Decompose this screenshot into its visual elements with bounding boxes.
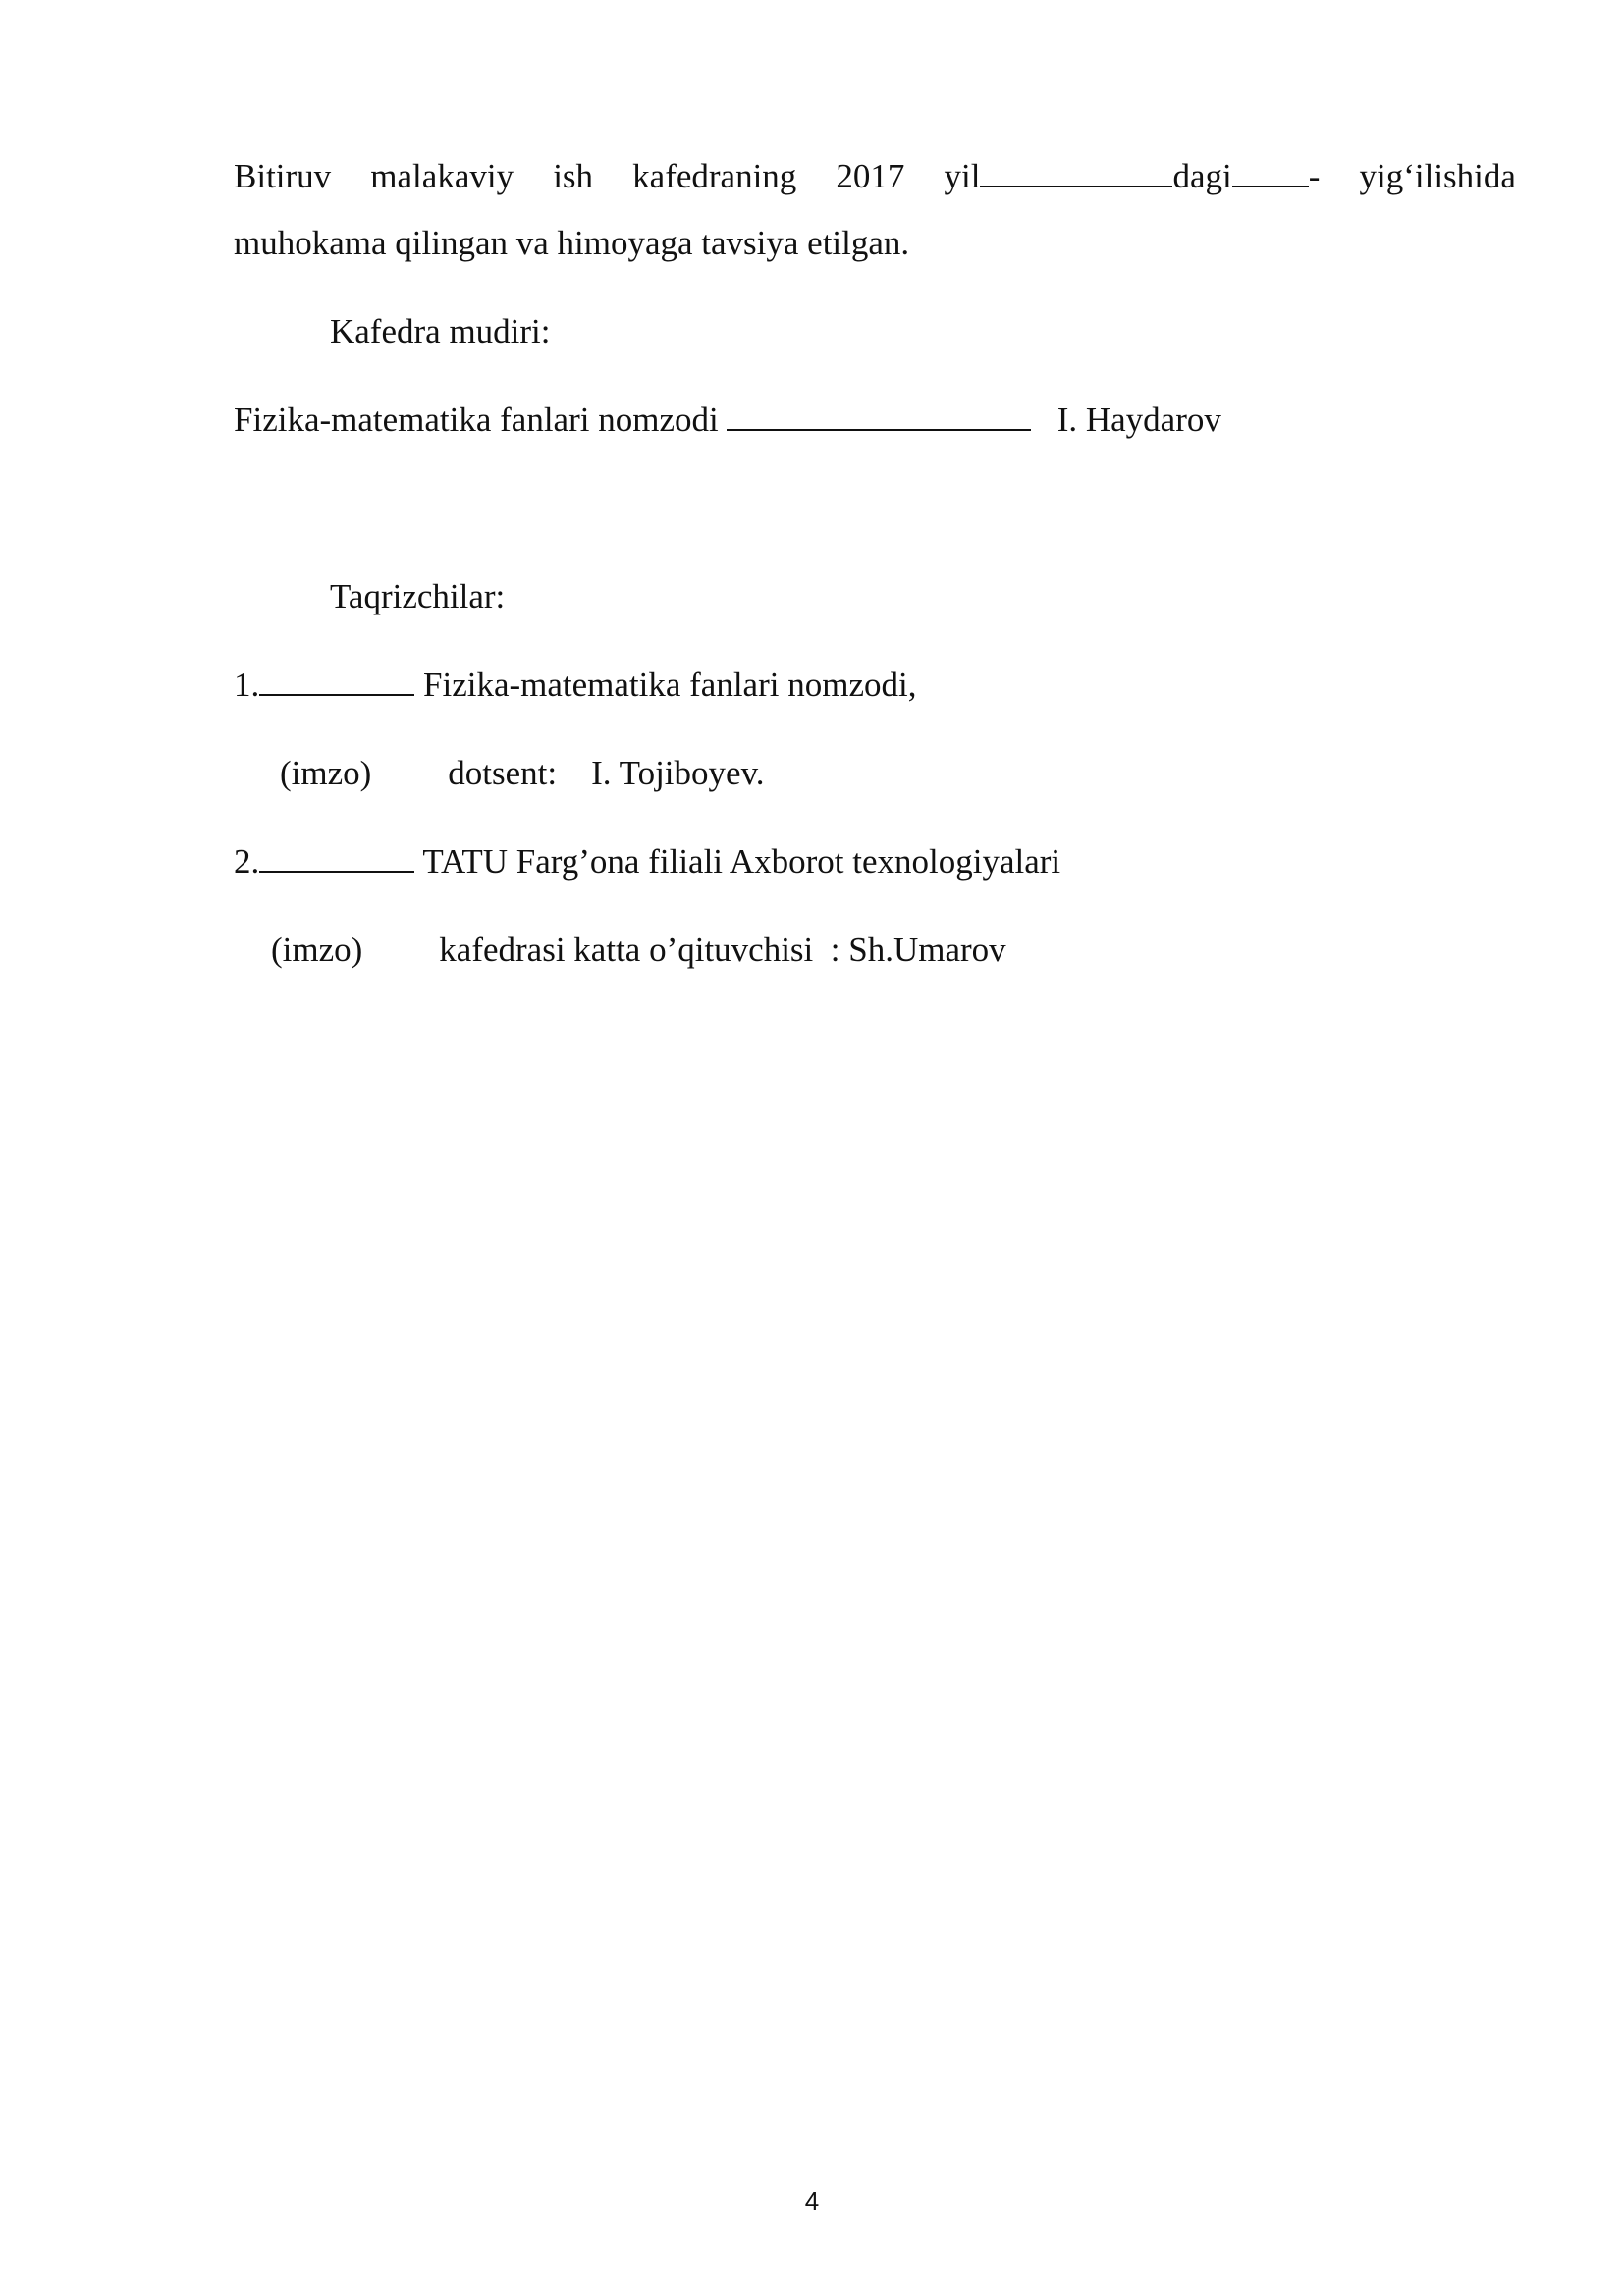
meeting-number-blank xyxy=(1232,156,1309,187)
approval-word: yig‘ilishida xyxy=(1359,157,1516,195)
approval-date-group xyxy=(945,155,1321,198)
approval-word: ish xyxy=(553,157,594,195)
approval-word: yil xyxy=(944,157,981,195)
reviewer-name: I. Tojiboyev. xyxy=(591,754,765,792)
reviewer-2-line xyxy=(234,840,1060,883)
approval-word: 2017 xyxy=(836,157,905,195)
approval-line-1 xyxy=(234,155,1516,198)
reviewer-position: dotsent: xyxy=(448,754,558,792)
signature-blank xyxy=(727,400,1031,431)
signature-blank xyxy=(259,841,414,873)
reviewer-affiliation: TATU Farg’ona filiali Axborot texnologiyalari xyxy=(422,842,1061,881)
approval-word: Bitiruv xyxy=(234,157,332,195)
approval-word: kafedraning xyxy=(632,157,797,195)
reviewer-2-signature-line xyxy=(271,929,1006,972)
head-of-department-line xyxy=(234,399,1221,442)
reviewer-1-signature-line xyxy=(280,752,765,795)
signature-label: (imzo) xyxy=(271,931,363,969)
reviewer-number: 1. xyxy=(234,666,260,704)
head-of-department-title: Fizika-matematika fanlari nomzodi xyxy=(234,400,719,439)
reviewer-1-line xyxy=(234,664,916,707)
signature-label: (imzo) xyxy=(280,754,372,792)
head-of-department-heading: Kafedra mudiri: xyxy=(330,312,551,350)
approval-word: dagi xyxy=(1172,157,1232,195)
approval-line-2: muhokama qilingan va himoyaga tavsiya etilgan. xyxy=(234,224,910,262)
reviewers-heading: Taqrizchilar: xyxy=(330,577,506,615)
reviewer-position: kafedrasi katta o’qituvchisi : xyxy=(439,931,840,969)
date-blank xyxy=(980,156,1172,187)
reviewer-number: 2. xyxy=(234,842,260,881)
page-number: 4 xyxy=(804,2186,820,2216)
approval-word: - xyxy=(1308,157,1321,195)
approval-word: malakaviy xyxy=(370,157,514,195)
head-of-department-name: I. Haydarov xyxy=(1056,400,1221,439)
reviewer-name: Sh.Umarov xyxy=(848,931,1006,969)
reviewer-affiliation: Fizika-matematika fanlari nomzodi, xyxy=(423,666,917,704)
signature-blank xyxy=(259,665,414,696)
